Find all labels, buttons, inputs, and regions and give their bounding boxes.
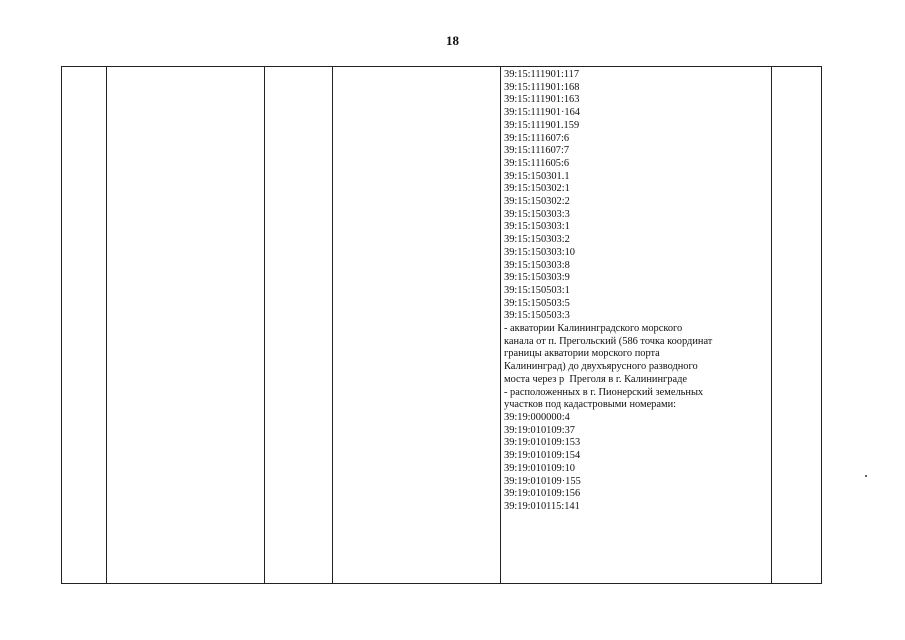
cell-line: 39:15:150503:3 xyxy=(504,310,570,322)
cell-line: 39:15:150303:2 xyxy=(504,234,570,246)
cell-line: 39:15:111901·164 xyxy=(504,107,581,119)
cell-line: 39:15:150303:8 xyxy=(504,259,570,271)
cell-line: канала от п. Прегольский (586 точка координат xyxy=(504,335,713,347)
cell-line: 39:15:150503:1 xyxy=(504,284,570,296)
cell-line: 39:15:111605:6 xyxy=(504,157,570,169)
cell-cadastral-list xyxy=(504,69,772,514)
column-divider-3 xyxy=(332,67,333,583)
cell-line: Калининград) до двухъярусного разводного xyxy=(504,361,698,373)
cell-line: - акватории Калининградского морского xyxy=(504,323,683,335)
cell-line: - расположенных в г. Пионерский земельных xyxy=(504,386,704,398)
scan-speck xyxy=(865,475,867,477)
cell-line: 39:15:111607:6 xyxy=(504,132,570,144)
cell-line: 39:15:111901.159 xyxy=(504,119,580,131)
cell-line: 39:15:150303:1 xyxy=(504,221,570,233)
cell-line: 39:15:111607:7 xyxy=(504,145,570,157)
cell-line: 39:15:150302:1 xyxy=(504,183,570,195)
column-divider-1 xyxy=(106,67,107,583)
cell-line: 39:19:010109:37 xyxy=(504,424,576,436)
cell-line: 39:15:150303:3 xyxy=(504,208,570,220)
cell-line: 39:19:010109:10 xyxy=(504,462,576,474)
cell-line: 39:15:150303:10 xyxy=(504,246,576,258)
cell-line: 39:19:010109:153 xyxy=(504,437,581,449)
page-number: 18 xyxy=(446,33,459,48)
cell-line: 39:15:150301.1 xyxy=(504,170,570,182)
cell-line: 39:19:000000:4 xyxy=(504,411,570,423)
cell-line: 39:15:150303:9 xyxy=(504,272,570,284)
column-divider-4 xyxy=(500,67,501,583)
cell-line: 39:19:010115:141 xyxy=(504,500,580,512)
cell-line: 39:19:010109·155 xyxy=(504,475,581,487)
cell-line: 39:15:150503:5 xyxy=(504,297,570,309)
cell-line: границы акватории морского порта xyxy=(504,348,660,360)
cell-line: 39:19:010109:154 xyxy=(504,450,581,462)
cell-line: 39:19:010109:156 xyxy=(504,488,581,500)
cell-line: 39:15:111901:168 xyxy=(504,81,580,93)
cell-line: 39:15:150302:2 xyxy=(504,196,570,208)
cell-line: 39:15:111901:163 xyxy=(504,94,580,106)
document-table xyxy=(61,66,822,584)
cell-line: 39:15:111901:117 xyxy=(504,69,580,80)
cell-line: участков под кадастровыми номерами: xyxy=(504,399,677,411)
cell-line: моста через р Преголя в г. Калининграде xyxy=(504,373,687,385)
column-divider-2 xyxy=(264,67,265,583)
